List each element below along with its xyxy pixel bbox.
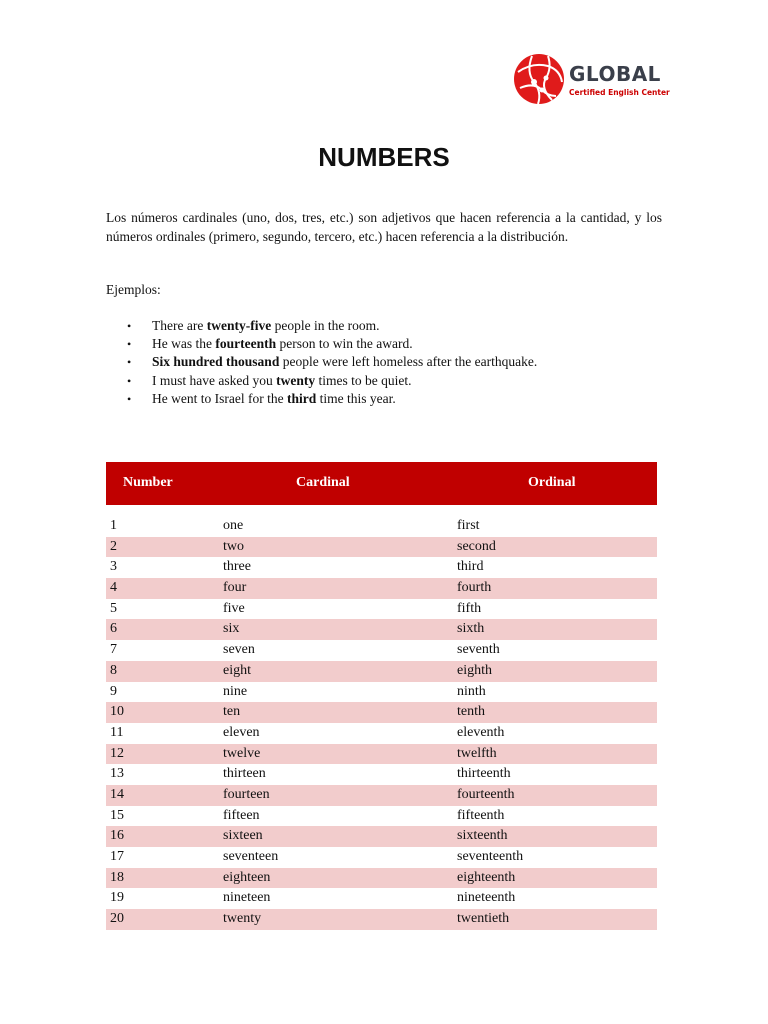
- cell-number: 2: [110, 538, 117, 554]
- table-row: [106, 682, 657, 703]
- header-number: Number: [123, 475, 173, 490]
- cell-number: 10: [110, 704, 124, 720]
- cell-cardinal: sixteen: [223, 828, 263, 844]
- cell-number: 14: [110, 786, 124, 802]
- table-row: [106, 764, 657, 785]
- examples-list: [127, 317, 537, 408]
- cell-number: 9: [110, 683, 117, 699]
- table-row: [106, 744, 657, 765]
- cell-cardinal: eight: [223, 662, 251, 678]
- header-cardinal: Cardinal: [296, 475, 350, 490]
- cell-cardinal: thirteen: [223, 766, 266, 782]
- table-row: [106, 599, 657, 620]
- cell-cardinal: twelve: [223, 745, 261, 761]
- cell-ordinal: twentieth: [457, 911, 510, 927]
- cell-number: 18: [110, 869, 124, 885]
- cell-ordinal: fifteenth: [457, 807, 505, 823]
- cell-cardinal: seventeen: [223, 849, 279, 864]
- table-row: [106, 806, 657, 827]
- cell-cardinal: two: [223, 538, 244, 554]
- table-row: [106, 888, 657, 909]
- table-row: [106, 847, 657, 868]
- table-row: [106, 537, 657, 558]
- cell-cardinal: three: [223, 559, 251, 575]
- cell-number: 15: [110, 807, 124, 823]
- cell-cardinal: fifteen: [223, 807, 260, 823]
- cell-ordinal: nineteenth: [457, 890, 516, 906]
- cell-number: 17: [110, 849, 124, 864]
- logo-tagline: Certified English Center: [569, 88, 670, 97]
- logo-brand: GLOBAL: [569, 62, 661, 86]
- cell-ordinal: eighth: [457, 662, 492, 678]
- cell-number: 12: [110, 745, 124, 761]
- example-item: • He was the fourteenth person to win the award.: [127, 335, 537, 353]
- cell-ordinal: tenth: [457, 704, 485, 720]
- cell-ordinal: fifth: [457, 600, 482, 616]
- cell-ordinal: sixth: [457, 621, 485, 637]
- globe-icon: [512, 52, 566, 106]
- cell-number: 7: [110, 642, 117, 658]
- cell-cardinal: nine: [223, 683, 248, 699]
- cell-ordinal: eighteenth: [457, 869, 516, 885]
- cell-ordinal: seventh: [457, 642, 500, 658]
- numbers-table: [106, 462, 657, 930]
- cell-number: 5: [110, 600, 117, 616]
- cell-ordinal: sixteenth: [457, 828, 508, 844]
- cell-number: 4: [110, 580, 117, 596]
- cell-number: 16: [110, 828, 124, 844]
- table-row: [106, 557, 657, 578]
- cell-ordinal: fourteenth: [457, 786, 515, 802]
- table-row: [106, 661, 657, 682]
- table-row: [106, 868, 657, 889]
- cell-ordinal: seventeenth: [457, 849, 524, 864]
- cell-number: 8: [110, 662, 117, 678]
- cell-number: 6: [110, 621, 117, 637]
- cell-cardinal: ten: [223, 704, 241, 720]
- table-body: [106, 516, 657, 930]
- table-row: [106, 619, 657, 640]
- cell-cardinal: four: [223, 580, 247, 596]
- example-item: • Six hundred thousand people were left homeless after the earthquake.: [127, 353, 537, 371]
- example-item: • There are twenty-five people in the room.: [127, 317, 537, 335]
- cell-cardinal: one: [223, 518, 244, 533]
- cell-ordinal: second: [457, 538, 496, 554]
- cell-cardinal: seven: [223, 642, 255, 658]
- cell-number: 20: [110, 911, 124, 927]
- cell-ordinal: ninth: [457, 683, 486, 699]
- cell-ordinal: fourth: [457, 580, 492, 596]
- cell-cardinal: twenty: [223, 911, 262, 927]
- table-row: [106, 785, 657, 806]
- cell-ordinal: third: [457, 559, 484, 575]
- cell-number: 13: [110, 766, 124, 782]
- cell-cardinal: five: [223, 600, 245, 616]
- table-row: [106, 909, 657, 930]
- cell-ordinal: eleventh: [457, 724, 505, 740]
- page-title: NUMBERS: [318, 142, 450, 172]
- cell-ordinal: thirteenth: [457, 766, 511, 782]
- global-logo: [512, 52, 670, 108]
- table-row: [106, 723, 657, 744]
- example-item: • I must have asked you twenty times to be quiet.: [127, 372, 537, 390]
- table-header: [106, 462, 657, 505]
- table-row: [106, 640, 657, 661]
- cell-cardinal: fourteen: [223, 786, 270, 802]
- cell-ordinal: first: [457, 518, 480, 533]
- cell-number: 19: [110, 890, 124, 906]
- example-item: • He went to Israel for the third time this year.: [127, 390, 537, 408]
- examples-label: Ejemplos:: [106, 282, 161, 297]
- cell-number: 1: [110, 518, 117, 533]
- cell-number: 3: [110, 559, 117, 575]
- cell-cardinal: nineteen: [223, 890, 271, 906]
- intro-paragraph: Los números cardinales (uno, dos, tres, etc.) son adjetivos que hacen referencia a la cantidad, y los números ordinales (primero, segundo, tercero, etc.) hacen referencia a la distribución.: [106, 210, 662, 244]
- cell-cardinal: eighteen: [223, 869, 271, 885]
- cell-number: 11: [110, 724, 124, 740]
- cell-cardinal: six: [223, 621, 240, 637]
- header-ordinal: Ordinal: [528, 475, 576, 490]
- table-row: [106, 702, 657, 723]
- cell-ordinal: twelfth: [457, 745, 497, 761]
- table-row: [106, 826, 657, 847]
- cell-cardinal: eleven: [223, 724, 260, 740]
- table-row: [106, 578, 657, 599]
- table-row: [106, 516, 657, 537]
